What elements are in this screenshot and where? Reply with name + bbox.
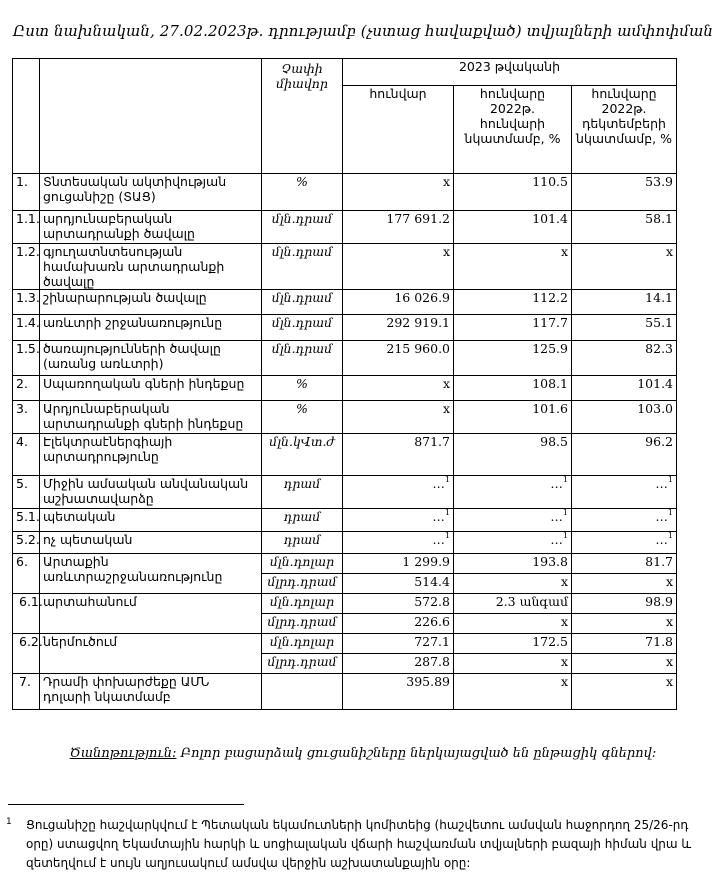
- value-text: 177 691.2: [386, 211, 450, 226]
- unit-cell: %: [262, 376, 343, 401]
- row-label: շինարարության ծավալը: [40, 290, 262, 315]
- value-text: 82.3: [645, 341, 674, 356]
- table-row: [13, 211, 677, 244]
- value-cell: [343, 532, 454, 554]
- document-heading: Ըստ նախնական, 27.02.2023թ. դրությամբ (չստաց հավաքված) տվյալների ամփոփման: [12, 22, 714, 40]
- value-text: 101.4: [637, 376, 674, 391]
- header-label-cell: [40, 59, 262, 174]
- value-cell: [343, 244, 454, 290]
- value-text: x: [665, 674, 674, 689]
- value-cell: [454, 244, 572, 290]
- value-cell: [343, 674, 454, 710]
- value-cell: [572, 554, 677, 574]
- subheader-vs-prev-jan: հունվարը 2022թ. հունվարի նկատմամբ, %: [454, 86, 572, 174]
- value-cell: [572, 614, 677, 634]
- value-text: 110.5: [532, 174, 568, 189]
- unit-header: Չափի միավոր: [262, 59, 343, 174]
- note-text: Բոլոր բացարձակ ցուցանիշները ներկայացված են ընթացիկ գներով:: [180, 746, 657, 761]
- value-cell: [343, 341, 454, 376]
- table-row: [13, 401, 677, 434]
- value-cell: [572, 315, 677, 341]
- value-cell: [572, 594, 677, 614]
- row-label: Էլեկտրաէներգիայի արտադրությունը: [40, 434, 262, 476]
- subheader-january: հունվար: [343, 86, 454, 174]
- value-cell: [343, 315, 454, 341]
- value-text: x: [442, 244, 450, 259]
- value-cell: [454, 434, 572, 476]
- value-cell: [343, 594, 454, 614]
- value-text: x: [442, 376, 450, 391]
- unit-cell: մլրդ.դրամ: [262, 574, 343, 594]
- value-text: 98.5: [540, 434, 568, 449]
- value-text: x: [560, 244, 568, 259]
- value-text: …: [432, 476, 445, 491]
- value-text: x: [560, 574, 568, 589]
- row-number: 1.3.: [13, 290, 40, 315]
- footnote: [6, 816, 712, 873]
- value-text: …: [655, 532, 668, 547]
- value-cell: [454, 174, 572, 211]
- value-cell: [343, 574, 454, 594]
- footnote-mark: 1: [6, 817, 12, 827]
- value-text: 727.1: [414, 634, 450, 649]
- row-number: 5.: [13, 476, 40, 509]
- value-text: 101.6: [532, 401, 568, 416]
- value-cell: [454, 290, 572, 315]
- value-cell: [572, 654, 677, 674]
- unit-cell: մլրդ.դրամ: [262, 654, 343, 674]
- table-row: [13, 434, 677, 476]
- value-text: 112.2: [532, 290, 568, 305]
- footnote-ref: 1: [667, 508, 674, 517]
- table-row: [13, 594, 677, 614]
- row-label: պետական: [40, 509, 262, 532]
- row-number: 5.1.: [13, 509, 40, 532]
- row-label: արտահանում: [40, 594, 262, 634]
- value-cell: [454, 315, 572, 341]
- value-text: …: [655, 509, 668, 524]
- value-text: 172.5: [532, 634, 568, 649]
- row-number: 6.1.: [13, 594, 40, 634]
- value-text: x: [560, 654, 568, 669]
- value-cell: [454, 211, 572, 244]
- note-label: Ծանոթություն:: [69, 746, 177, 761]
- value-cell: [572, 574, 677, 594]
- value-cell: [343, 401, 454, 434]
- row-number: 4.: [13, 434, 40, 476]
- value-cell: [572, 290, 677, 315]
- value-cell: [454, 532, 572, 554]
- unit-cell: մլն.դրամ: [262, 341, 343, 376]
- header-row: [13, 59, 677, 86]
- unit-cell: մլն.դոլար: [262, 594, 343, 614]
- row-label: գյուղատնտեսության համախառն արտադրանքի ծավալը: [40, 244, 262, 290]
- value-cell: [454, 476, 572, 509]
- value-text: x: [665, 244, 674, 259]
- row-number: 1.5.: [13, 341, 40, 376]
- row-number: 2.: [13, 376, 40, 401]
- footnote-ref: 1: [667, 475, 674, 484]
- value-cell: [343, 434, 454, 476]
- table-row: [13, 509, 677, 532]
- row-label: Արտաքին առևտրաշրջանառությունը: [40, 554, 262, 594]
- value-cell: [572, 174, 677, 211]
- row-number: 6.: [13, 554, 40, 594]
- unit-cell: մլն.դոլար: [262, 554, 343, 574]
- value-cell: [454, 376, 572, 401]
- value-cell: [454, 554, 572, 574]
- value-text: …: [550, 509, 563, 524]
- value-text: 572.8: [414, 594, 450, 609]
- value-cell: [572, 244, 677, 290]
- unit-cell: %: [262, 174, 343, 211]
- unit-cell: մլն.դրամ: [262, 290, 343, 315]
- unit-cell: մլն.դրամ: [262, 244, 343, 290]
- value-cell: [572, 376, 677, 401]
- row-label: Դրամի փոխարժեքը ԱՄՆ դոլարի նկատմամբ: [40, 674, 262, 710]
- unit-cell: [262, 674, 343, 710]
- value-text: x: [665, 614, 674, 629]
- footnote-ref: 1: [562, 475, 568, 484]
- row-number: 7.: [13, 674, 40, 710]
- value-cell: [343, 509, 454, 532]
- value-cell: [343, 554, 454, 574]
- value-text: 2.3 անգամ: [495, 594, 568, 609]
- table-note: [0, 746, 726, 761]
- row-label: ներմուծում: [40, 634, 262, 674]
- value-text: 81.7: [645, 554, 674, 569]
- value-text: x: [560, 674, 568, 689]
- table-row: [13, 315, 677, 341]
- value-text: 103.0: [637, 401, 674, 416]
- subheader-vs-prev-dec: հունվարը 2022թ. դեկտեմբերի նկատմամբ, %: [572, 86, 677, 174]
- value-text: …: [432, 532, 445, 547]
- value-cell: [454, 674, 572, 710]
- value-text: 193.8: [532, 554, 568, 569]
- value-cell: [572, 476, 677, 509]
- value-cell: [343, 614, 454, 634]
- row-label: արդյունաբերական արտադրանքի ծավալը: [40, 211, 262, 244]
- footnote-ref: 1: [444, 475, 450, 484]
- value-text: 71.8: [645, 634, 674, 649]
- value-text: 287.8: [414, 654, 450, 669]
- table-row: [13, 476, 677, 509]
- footnote-ref: 1: [444, 531, 450, 540]
- value-text: 871.7: [414, 434, 450, 449]
- table-row: [13, 174, 677, 211]
- value-text: x: [442, 174, 450, 189]
- row-number: 1.: [13, 174, 40, 211]
- unit-cell: մլրդ.դրամ: [262, 614, 343, 634]
- value-cell: [572, 401, 677, 434]
- value-cell: [454, 614, 572, 634]
- table-row: [13, 376, 677, 401]
- table-row: [13, 674, 677, 710]
- table-row: [13, 290, 677, 315]
- value-cell: [572, 434, 677, 476]
- value-cell: [343, 654, 454, 674]
- year-header: 2023 թվականի: [343, 59, 677, 86]
- table-row: [13, 554, 677, 574]
- value-text: 55.1: [645, 315, 674, 330]
- value-text: x: [665, 574, 674, 589]
- value-cell: [343, 174, 454, 211]
- row-label: Արդյունաբերական արտադրանքի գների ինդեքսը: [40, 401, 262, 434]
- value-cell: [572, 341, 677, 376]
- row-label: ոչ պետական: [40, 532, 262, 554]
- footnote-divider: [8, 804, 244, 805]
- header-num-cell: [13, 59, 40, 174]
- value-cell: [454, 341, 572, 376]
- table-row: [13, 244, 677, 290]
- value-text: …: [550, 476, 563, 491]
- value-text: 101.4: [532, 211, 568, 226]
- value-text: …: [432, 509, 445, 524]
- value-cell: [343, 211, 454, 244]
- value-cell: [454, 509, 572, 532]
- value-cell: [572, 509, 677, 532]
- value-text: x: [665, 654, 674, 669]
- row-number: 3.: [13, 401, 40, 434]
- value-text: 16 026.9: [394, 290, 450, 305]
- value-text: x: [560, 614, 568, 629]
- footnote-ref: 1: [562, 508, 568, 517]
- unit-cell: դրամ: [262, 509, 343, 532]
- value-text: 98.9: [645, 594, 674, 609]
- table-row: [13, 532, 677, 554]
- row-label: ծառայությունների ծավալը (առանց առևտրի): [40, 341, 262, 376]
- value-cell: [343, 290, 454, 315]
- value-cell: [572, 634, 677, 654]
- table-row: [13, 634, 677, 654]
- row-label: Միջին ամսական անվանական աշխատավարձը: [40, 476, 262, 509]
- value-text: 58.1: [645, 211, 674, 226]
- unit-cell: %: [262, 401, 343, 434]
- unit-cell: դրամ: [262, 476, 343, 509]
- footnote-ref: 1: [667, 531, 674, 540]
- statistics-table: [12, 58, 677, 710]
- value-text: 96.2: [645, 434, 674, 449]
- unit-cell: մլն.դրամ: [262, 211, 343, 244]
- row-number: 1.4.: [13, 315, 40, 341]
- value-cell: [572, 532, 677, 554]
- value-text: 1 299.9: [402, 554, 450, 569]
- table-body: [13, 59, 677, 710]
- value-cell: [343, 476, 454, 509]
- value-cell: [454, 634, 572, 654]
- value-text: x: [442, 401, 450, 416]
- footnote-ref: 1: [444, 508, 450, 517]
- row-label: Տնտեսական ակտիվության ցուցանիշը (ՏԱՑ): [40, 174, 262, 211]
- value-text: 53.9: [645, 174, 674, 189]
- value-text: 514.4: [414, 574, 450, 589]
- value-cell: [572, 211, 677, 244]
- row-number: 5.2.: [13, 532, 40, 554]
- value-text: 292 919.1: [386, 315, 450, 330]
- value-text: 125.9: [532, 341, 568, 356]
- row-label: Սպառողական գների ինդեքսը: [40, 376, 262, 401]
- value-cell: [343, 634, 454, 654]
- value-text: …: [550, 532, 563, 547]
- value-cell: [454, 574, 572, 594]
- unit-cell: մլն.դոլար: [262, 634, 343, 654]
- value-text: 108.1: [532, 376, 568, 391]
- footnote-ref: 1: [562, 531, 568, 540]
- value-text: 226.6: [414, 614, 450, 629]
- row-number: 6.2.: [13, 634, 40, 674]
- value-text: 395.89: [406, 674, 450, 689]
- row-label: առևտրի շրջանառությունը: [40, 315, 262, 341]
- value-cell: [454, 594, 572, 614]
- value-text: 117.7: [532, 315, 568, 330]
- value-text: …: [655, 476, 668, 491]
- table-row: [13, 341, 677, 376]
- value-text: 215 960.0: [386, 341, 450, 356]
- footnote-text: Ցուցանիշը հաշվարկվում է Պետական եկամուտների կոմիտեից (հաշվետու ամսվան հաջորդող 25/26-րդ օրը) ստացվող Եկամտային հարկի և սոցիալական վճարի հաշվառման տվյալների բազայի հիման վրա և զետեղվում է սույն աղյուսակում ամսվա վերջին աշխատանքային օրը:: [26, 818, 692, 870]
- row-number: 1.1.: [13, 211, 40, 244]
- value-text: 14.1: [645, 290, 674, 305]
- unit-cell: մլն.դրամ: [262, 315, 343, 341]
- value-cell: [572, 674, 677, 710]
- value-cell: [454, 401, 572, 434]
- unit-cell: մլն.կՎտ.ժ: [262, 434, 343, 476]
- value-cell: [343, 376, 454, 401]
- value-cell: [454, 654, 572, 674]
- unit-cell: դրամ: [262, 532, 343, 554]
- row-number: 1.2.: [13, 244, 40, 290]
